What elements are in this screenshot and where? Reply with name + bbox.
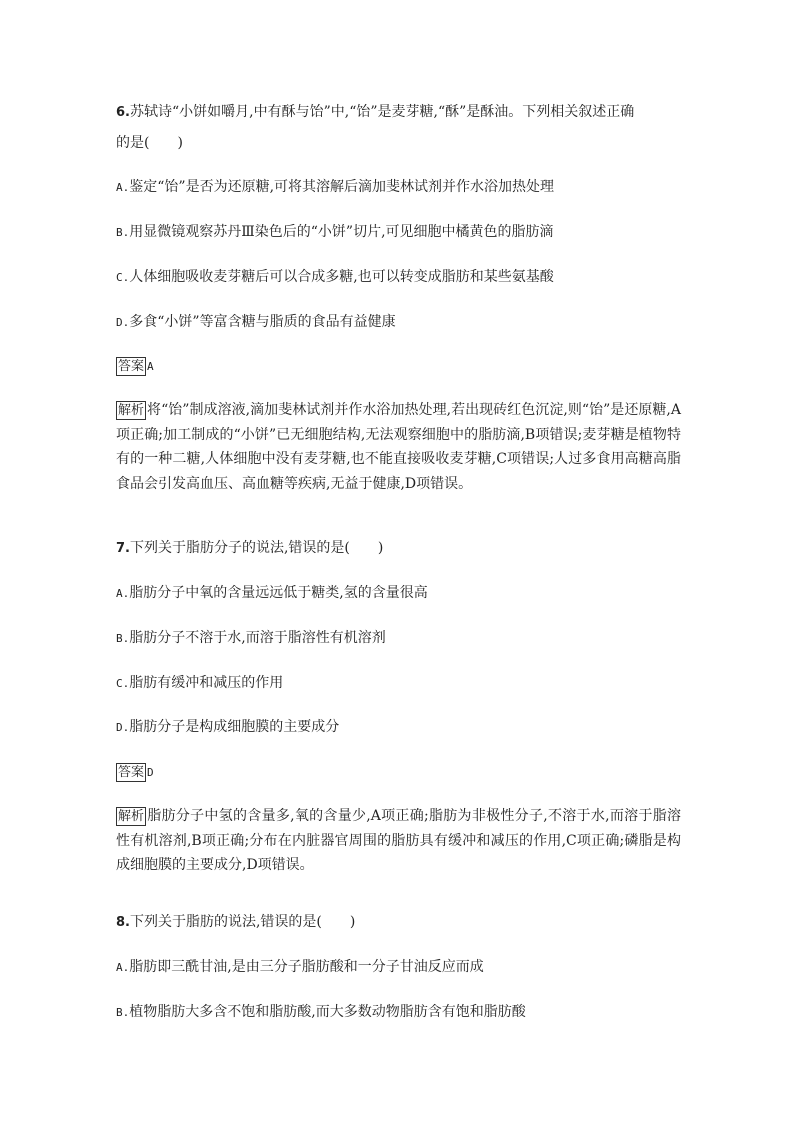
q6-stem-line2: 的是( )	[116, 135, 183, 151]
q6-option-b: B.用显微镜观察苏丹Ⅲ染色后的“小饼”切片,可见细胞中橘黄色的脂肪滴	[116, 224, 554, 240]
q6-number: 6.	[116, 105, 130, 120]
q8-number: 8.	[116, 915, 130, 930]
q7-option-a: A.脂肪分子中氧的含量远远低于糖类,氢的含量很高	[116, 585, 428, 601]
answer-value: A	[147, 360, 154, 373]
q8-stem-text: 下列关于脂肪的说法,错误的是( )	[129, 914, 356, 930]
q6-stem-text: 苏轼诗“小饼如嚼月,中有酥与饴”中,“饴”是麦芽糖,“酥”是酥油。下列相关叙述正确	[129, 104, 635, 120]
q7-analysis	[116, 804, 681, 878]
q8-option-b: B.植物脂肪大多含不饱和脂肪酸,而大多数动物脂肪含有饱和脂肪酸	[116, 1004, 526, 1020]
q8-stem	[116, 912, 355, 933]
q6-analysis	[116, 398, 681, 496]
analysis-tag: 解析	[118, 403, 145, 418]
answer-tag: 答案	[118, 765, 145, 780]
analysis-text: 将“饴”制成溶液,滴加斐林试剂并作水浴加热处理,若出现砖红色沉淀,则“饴”是还原糖,A项正确;加工制成的“小饼”已无细胞结构,无法观察细胞中的脂肪滴,B项错误;麦芽糖是植物特有的一种二糖,人体细胞中没有麦芽糖,也不能直接吸收麦芽糖,C项错误;人过多食用高糖高脂食品会引发高血压、高血糖等疾病,无益于健康,D项错误。	[116, 402, 681, 492]
answer-value: D	[147, 766, 154, 779]
q6-option-c: C.人体细胞吸收麦芽糖后可以合成多糖,也可以转变成脂肪和某些氨基酸	[116, 269, 554, 285]
q8-option-a: A.脂肪即三酰甘油,是由三分子脂肪酸和一分子甘油反应而成	[116, 959, 484, 975]
q7-option-b: B.脂肪分子不溶于水,而溶于脂溶性有机溶剂	[116, 630, 386, 646]
q7-stem	[116, 538, 383, 559]
q7-answer	[116, 762, 154, 783]
q7-option-d: D.脂肪分子是构成细胞膜的主要成分	[116, 719, 340, 735]
q6-answer	[116, 356, 154, 377]
q6-option-a: A.鉴定“饴”是否为还原糖,可将其溶解后滴加斐林试剂并作水浴加热处理	[116, 179, 555, 195]
answer-tag: 答案	[118, 359, 145, 374]
q6-stem-line1	[116, 102, 634, 123]
analysis-text: 脂肪分子中氢的含量多,氧的含量少,A项正确;脂肪为非极性分子,不溶于水,而溶于脂溶性有机溶剂,B项正确;分布在内脏器官周围的脂肪具有缓冲和减压的作用,C项正确;磷脂是构成细胞膜的主要成分,D项错误。	[116, 808, 681, 873]
q7-stem-text: 下列关于脂肪分子的说法,错误的是( )	[129, 540, 384, 556]
q7-option-c: C.脂肪有缓冲和减压的作用	[116, 675, 284, 691]
q7-number: 7.	[116, 541, 130, 556]
analysis-tag: 解析	[118, 809, 145, 824]
q6-option-d: D.多食“小饼”等富含糖与脂质的食品有益健康	[116, 314, 396, 330]
